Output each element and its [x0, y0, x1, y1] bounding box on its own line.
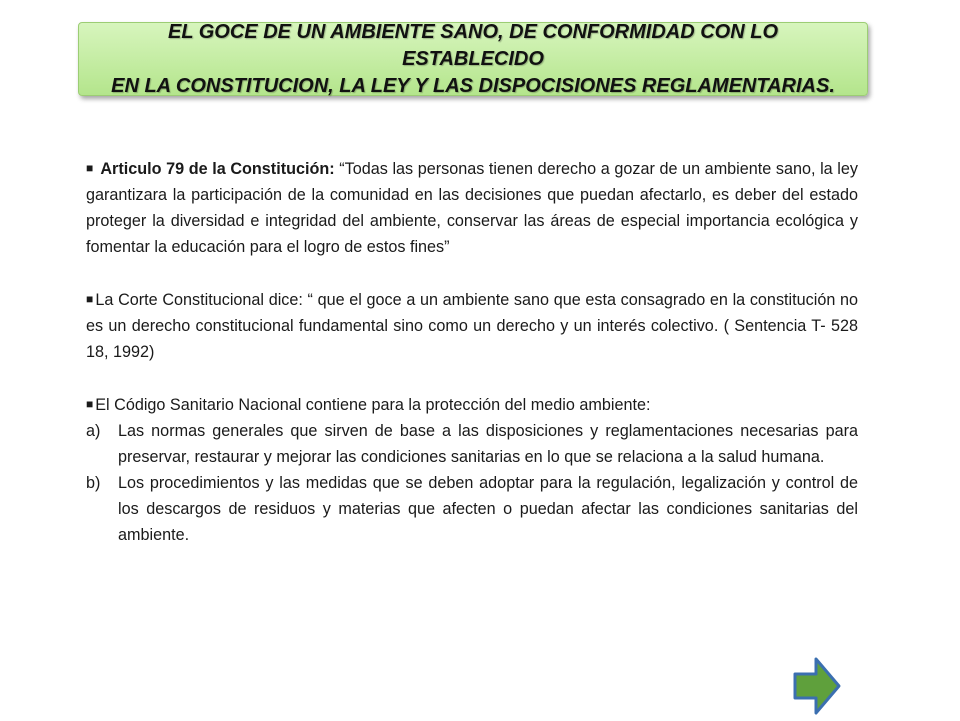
corte-text: La Corte Constitucional dice: “ que el goce a un ambiente sano que esta consagrado en la constitución no es un derecho constitucional fundamental sino como un derecho y un interés colectivo. ( Sentencia T- 528 18, 1992)	[86, 291, 858, 361]
article-79-paragraph	[86, 155, 858, 260]
codigo-text: El Código Sanitario Nacional contiene para la protección del medio ambiente:	[95, 396, 651, 414]
title-line-1: EL GOCE DE UN AMBIENTE SANO, DE CONFORMIDAD CON LO ESTABLECIDO	[167, 20, 779, 70]
sub-item-b-label: b)	[86, 474, 101, 492]
square-bullet-icon: ■	[86, 397, 94, 411]
next-arrow-icon	[792, 656, 842, 716]
article-79-label: Articulo 79 de la Constitución:	[100, 160, 335, 178]
title-line-2: EN LA CONSTITUCION, LA LEY Y LAS DISPOCISIONES REGLAMENTARIAS.	[111, 74, 835, 97]
slide-title	[78, 22, 868, 96]
corte-paragraph	[86, 286, 858, 365]
codigo-paragraph	[86, 391, 858, 418]
next-slide-button[interactable]	[792, 656, 842, 716]
article-79-text: “Todas las personas tienen derecho a gozar de un ambiente sano, la ley garantizara la participación de la comunidad en las decisiones que puedan afectarlo, es deber del estado proteger la diversidad e integridad del ambiente, conservar las áreas de especial importancia ecológica y fomentar la educación para el logro de estos fines”	[86, 160, 858, 256]
sub-item-b	[86, 470, 858, 548]
square-bullet-icon: ■	[86, 161, 94, 175]
sub-item-a-label: a)	[86, 422, 101, 440]
title-text	[99, 19, 847, 100]
square-bullet-icon: ■	[86, 292, 94, 306]
sub-item-b-text: Los procedimientos y las medidas que se deben adoptar para la regulación, legalización y control de los descargos de residuos y materias que afecten o puedan afectar las condiciones sanitarias del ambiente.	[118, 474, 858, 544]
sub-item-a	[86, 418, 858, 470]
sub-item-a-text: Las normas generales que sirven de base a las disposiciones y reglamentaciones necesarias para preservar, restaurar y mejorar las condiciones sanitarias en lo que se relaciona a la salud humana.	[118, 422, 858, 466]
slide-content	[86, 155, 858, 548]
